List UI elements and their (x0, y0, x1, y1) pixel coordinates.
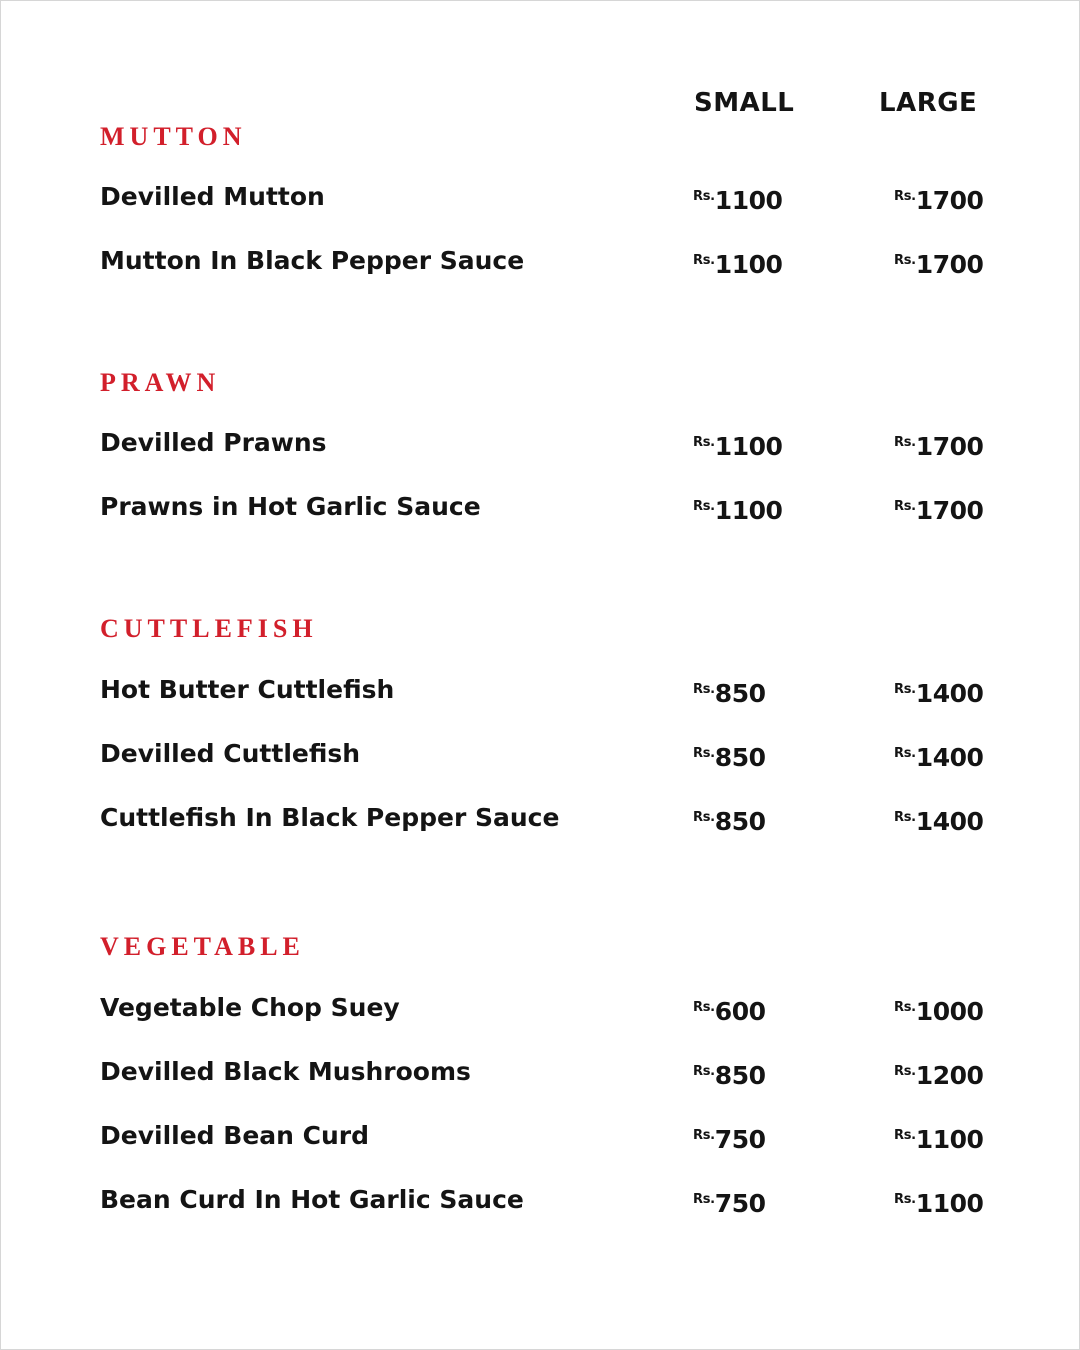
currency-label: Rs. (693, 435, 715, 450)
menu-item (100, 991, 1000, 1025)
price-amount: 1700 (915, 496, 984, 525)
price-amount: 1100 (714, 496, 783, 525)
price-amount: 1000 (915, 997, 984, 1026)
menu-item (100, 801, 1000, 835)
price-large (894, 1119, 983, 1160)
currency-label: Rs. (693, 682, 715, 697)
price-amount: 750 (714, 1125, 766, 1154)
currency-label: Rs. (894, 253, 916, 268)
price-amount: 1100 (915, 1125, 984, 1154)
price-large (894, 426, 983, 467)
item-name: Prawns in Hot Garlic Sauce (100, 492, 481, 521)
price-large (894, 490, 983, 531)
price-amount: 1100 (714, 432, 783, 461)
price-large (894, 1183, 983, 1224)
price-amount: 1400 (915, 679, 984, 708)
column-header-large: LARGE (879, 88, 978, 118)
item-name: Devilled Bean Curd (100, 1121, 370, 1150)
menu-item (100, 244, 1000, 278)
price-amount: 750 (714, 1189, 766, 1218)
menu-item (100, 737, 1000, 771)
menu-item (100, 1055, 1000, 1089)
price-small (693, 801, 765, 842)
price-amount: 1400 (915, 743, 984, 772)
currency-label: Rs. (894, 189, 916, 204)
item-name: Devilled Black Mushrooms (100, 1057, 471, 1086)
currency-label: Rs. (894, 435, 916, 450)
item-name: Hot Butter Cuttlefish (100, 675, 395, 704)
item-name: Cuttlefish In Black Pepper Sauce (100, 803, 560, 832)
price-amount: 850 (714, 1061, 766, 1090)
price-amount: 1200 (915, 1061, 984, 1090)
section-title: prawn (100, 359, 221, 400)
item-name: Bean Curd In Hot Garlic Sauce (100, 1185, 524, 1214)
item-name: Devilled Mutton (100, 182, 325, 211)
item-name: Mutton In Black Pepper Sauce (100, 246, 525, 275)
price-small (693, 180, 782, 221)
price-small (693, 737, 765, 778)
currency-label: Rs. (894, 499, 916, 514)
currency-label: Rs. (894, 746, 916, 761)
price-amount: 850 (714, 807, 766, 836)
price-small (693, 991, 765, 1032)
price-amount: 1400 (915, 807, 984, 836)
currency-label: Rs. (894, 1192, 916, 1207)
price-amount: 1700 (915, 250, 984, 279)
price-small (693, 1055, 765, 1096)
currency-label: Rs. (693, 189, 715, 204)
price-large (894, 180, 983, 221)
currency-label: Rs. (693, 1192, 715, 1207)
section-title: cuttlefish (100, 605, 318, 646)
currency-label: Rs. (693, 746, 715, 761)
currency-label: Rs. (693, 499, 715, 514)
price-small (693, 426, 782, 467)
currency-label: Rs. (693, 253, 715, 268)
menu-item (100, 673, 1000, 707)
currency-label: Rs. (894, 682, 916, 697)
price-small (693, 673, 765, 714)
item-name: Devilled Cuttlefish (100, 739, 361, 768)
price-large (894, 244, 983, 285)
price-amount: 600 (714, 997, 766, 1026)
section-title: vegetable (100, 923, 305, 964)
price-amount: 1100 (915, 1189, 984, 1218)
menu-item (100, 1183, 1000, 1217)
currency-label: Rs. (693, 810, 715, 825)
price-small (693, 1183, 765, 1224)
price-amount: 1700 (915, 432, 984, 461)
price-amount: 1100 (714, 186, 783, 215)
price-large (894, 801, 983, 842)
item-name: Devilled Prawns (100, 428, 327, 457)
price-amount: 1100 (714, 250, 783, 279)
price-large (894, 991, 983, 1032)
menu-item (100, 490, 1000, 524)
currency-label: Rs. (693, 1128, 715, 1143)
section-title: mutton (100, 113, 247, 154)
menu-item (100, 426, 1000, 460)
column-header-small: SMALL (694, 88, 795, 118)
price-amount: 1700 (915, 186, 984, 215)
currency-label: Rs. (894, 810, 916, 825)
menu-item (100, 1119, 1000, 1153)
currency-label: Rs. (894, 1128, 916, 1143)
menu-item (100, 180, 1000, 214)
price-large (894, 737, 983, 778)
currency-label: Rs. (693, 1064, 715, 1079)
currency-label: Rs. (894, 1000, 916, 1015)
currency-label: Rs. (693, 1000, 715, 1015)
item-name: Vegetable Chop Suey (100, 993, 400, 1022)
price-small (693, 1119, 765, 1160)
price-small (693, 244, 782, 285)
price-large (894, 673, 983, 714)
price-amount: 850 (714, 743, 766, 772)
currency-label: Rs. (894, 1064, 916, 1079)
price-large (894, 1055, 983, 1096)
price-amount: 850 (714, 679, 766, 708)
price-small (693, 490, 782, 531)
